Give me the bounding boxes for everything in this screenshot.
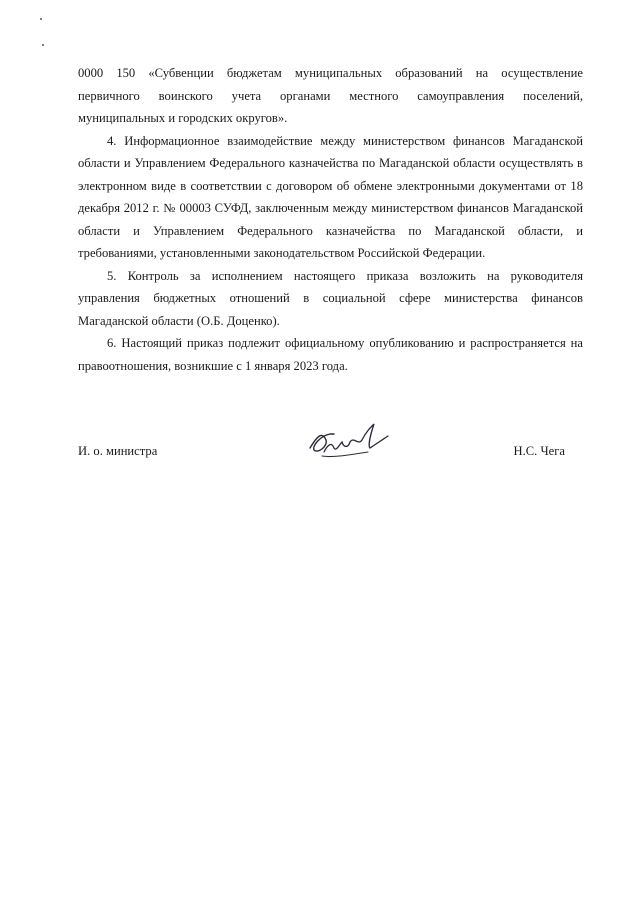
paragraph-continuation-line-2: первичного воинского учета органами местного самоуправления поселений, (78, 88, 583, 103)
signatory-position: И. о. министра (78, 444, 158, 458)
paragraph-4: 4. Информационное взаимодействие между министерством финансов Магаданской области и Управлением Федерального казначейства по Магаданской области осуществлять в электронном виде в соответствии с договором об обмене электронными документами от 18 декабря 2012 г. № 00003 СУФД, заключенным между министерством финансов Магаданской области и Управлением Федерального казначейства по Магаданской области, и требованиями, установленными законодательством Российской Федерации. (78, 133, 583, 260)
document-body (78, 62, 583, 377)
scan-speck (40, 18, 42, 20)
paragraph-continuation-line-3: муниципальных и городских округов». (78, 111, 288, 125)
paragraph-5: 5. Контроль за исполнением настоящего приказа возложить на руководителя управления бюджетных отношений в социальной сфере министерства финансов Магаданской области (О.Б. Доценко). (78, 268, 583, 328)
paragraph-continuation-line-1: 0000 150 «Субвенции бюджетам муниципальных образований на осуществление (78, 66, 583, 80)
signature-block (78, 440, 583, 480)
handwritten-signature (304, 418, 394, 468)
scan-speck (42, 44, 44, 46)
signatory-name: Н.С. Чега (513, 444, 565, 458)
paragraph-6: 6. Настоящий приказ подлежит официальному опубликованию и распространяется на правоотношения, возникшие с 1 января 2023 года. (78, 336, 583, 373)
paragraph-continuation (78, 62, 583, 130)
